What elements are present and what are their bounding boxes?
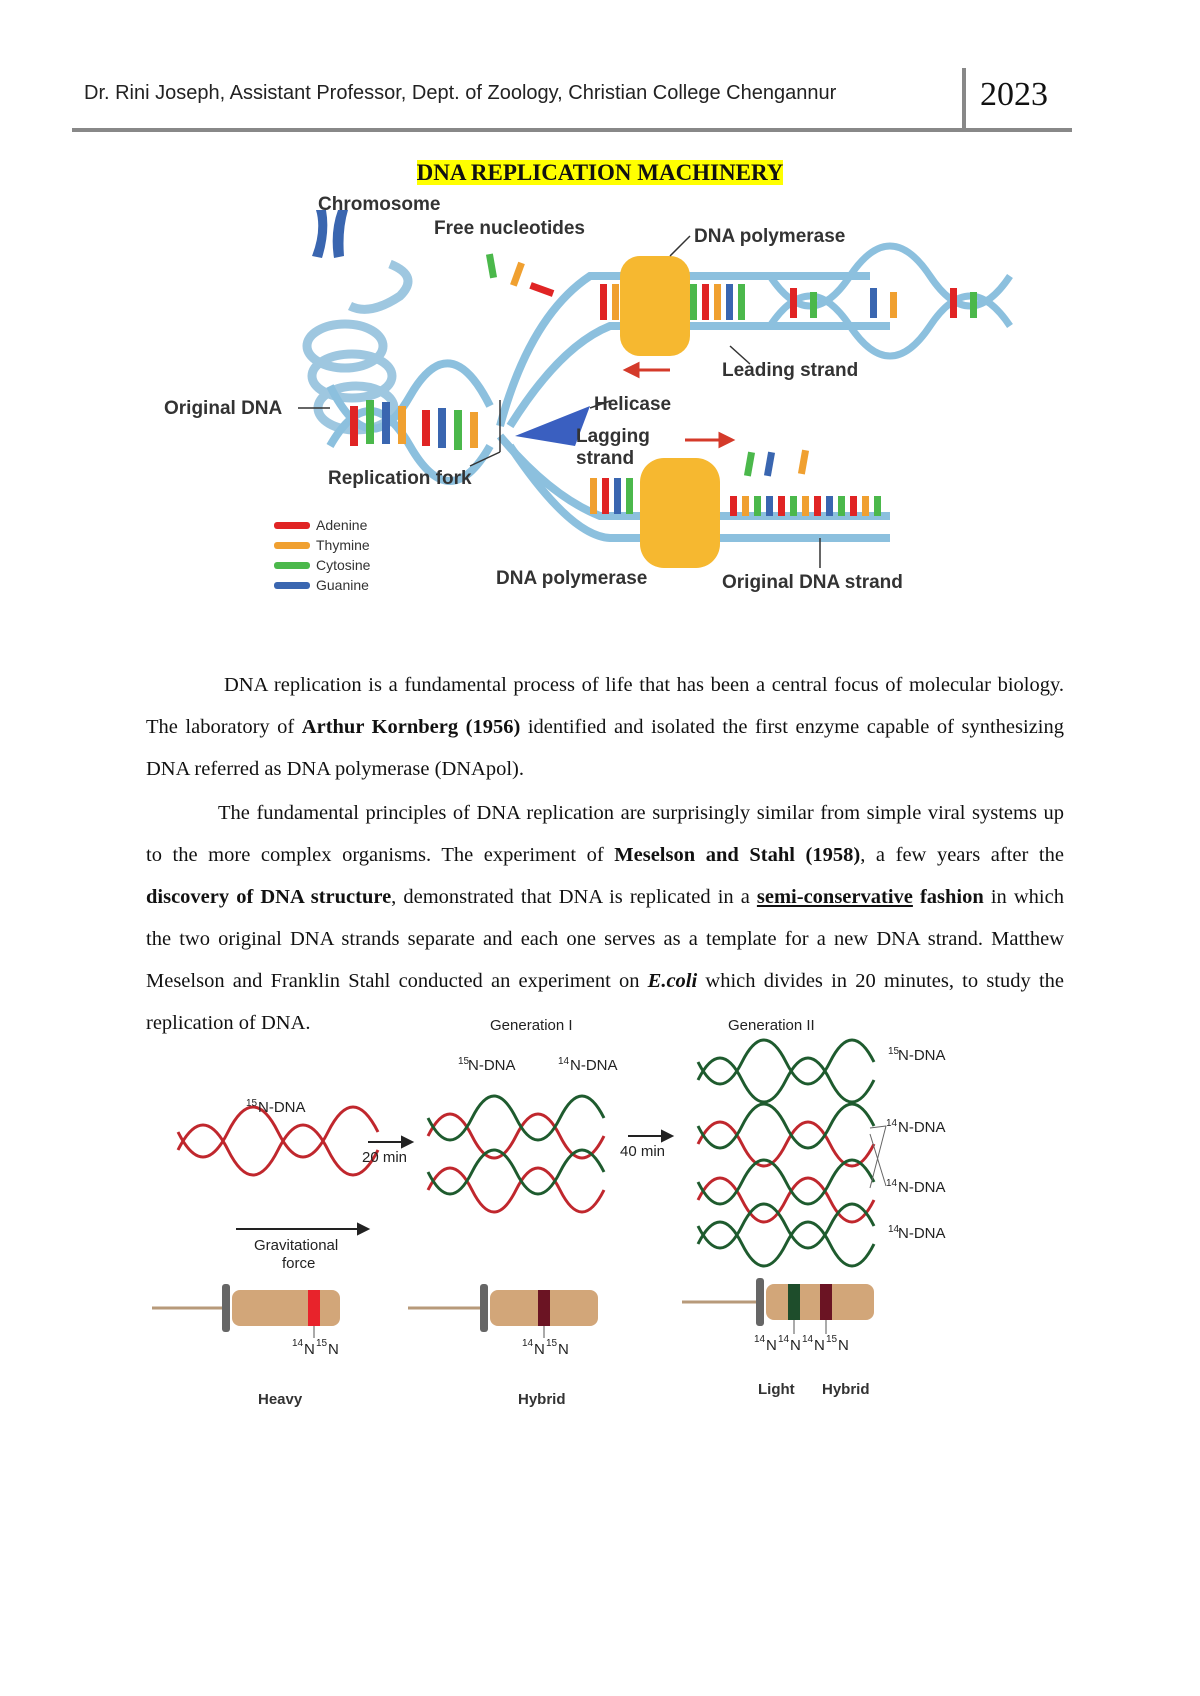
label-original-dna-strand: Original DNA strand bbox=[722, 572, 903, 593]
gen1-helix-a bbox=[428, 1096, 604, 1158]
base-legend bbox=[274, 517, 371, 593]
label-free-nucleotides: Free nucleotides bbox=[434, 218, 585, 239]
paragraph-intro: DNA replication is a fundamental process of life that has been a central focus of molecular biology. The laboratory of Arthur Kornberg (1956) identified and isolated the first enzyme capable of synthesizing DNA referred as DNA polymerase (DNApol). bbox=[146, 674, 1064, 780]
page-title: DNA REPLICATION MACHINERY bbox=[416, 160, 784, 185]
legend-thymine: Thymine bbox=[316, 537, 370, 553]
header-year: 2023 bbox=[980, 76, 1048, 113]
heavy-iso-sup-1: 14 bbox=[292, 1338, 304, 1349]
label-dna-polymerase-top: DNA polymerase bbox=[694, 226, 846, 247]
gen1-n15-sup: 15 bbox=[458, 1056, 470, 1067]
label-hybrid-1: Hybrid bbox=[518, 1391, 566, 1408]
lh-iso-sup-2: 14 bbox=[778, 1334, 790, 1345]
legend-adenine: Adenine bbox=[316, 517, 368, 533]
lh-iso-sup-4: 15 bbox=[826, 1334, 838, 1345]
label-replication-fork: Replication fork bbox=[328, 468, 472, 489]
gen1-n14-label: N-DNA bbox=[570, 1057, 618, 1074]
generation2-title: Generation II bbox=[728, 1017, 815, 1034]
gen2-helix-1 bbox=[698, 1040, 874, 1102]
label-heavy: Heavy bbox=[258, 1391, 303, 1408]
hybrid-iso-n-1: N bbox=[534, 1341, 545, 1358]
label-20min: 20 min bbox=[362, 1149, 408, 1166]
heavy-iso-n-2: N bbox=[328, 1341, 339, 1358]
gen2-leaders bbox=[870, 1126, 886, 1188]
label-dna-polymerase-bottom: DNA polymerase bbox=[496, 568, 648, 589]
legend-swatch-cytosine bbox=[274, 562, 310, 569]
gravity-label-1: Gravitational bbox=[254, 1237, 339, 1254]
dna-polymerase-bottom-shape bbox=[640, 458, 720, 568]
header-author: Dr. Rini Joseph, Assistant Professor, Dept. of Zoology, Christian College Chengannur bbox=[84, 82, 837, 104]
ecoli-term: E.coli bbox=[647, 970, 698, 992]
hybrid-iso-n-2: N bbox=[558, 1341, 569, 1358]
heavy-iso-sup-2: 15 bbox=[316, 1338, 328, 1349]
chromosome-icon bbox=[312, 210, 348, 258]
gravity-arrow bbox=[236, 1224, 368, 1234]
label-lagging-strand: strand bbox=[576, 448, 635, 469]
header-rule bbox=[72, 128, 1072, 132]
gravity-label-2: force bbox=[282, 1255, 316, 1272]
legend-cytosine: Cytosine bbox=[316, 557, 371, 573]
gen2-n14-label-a: N-DNA bbox=[898, 1119, 946, 1136]
original-dna-bases bbox=[350, 400, 478, 450]
dna-polymerase-top-shape bbox=[620, 256, 690, 356]
legend-guanine: Guanine bbox=[316, 577, 369, 593]
gen2-n15-label: N-DNA bbox=[898, 1047, 946, 1064]
legend-swatch-thymine bbox=[274, 542, 310, 549]
parent-n15-sup: 15 bbox=[246, 1098, 258, 1109]
lower-strand-bases bbox=[590, 478, 881, 516]
tube-light-hybrid bbox=[682, 1278, 874, 1326]
legend-swatch-adenine bbox=[274, 522, 310, 529]
label-chromosome: Chromosome bbox=[318, 194, 441, 215]
lh-iso-n-4: N bbox=[838, 1337, 849, 1354]
replication-diagram bbox=[164, 194, 1040, 656]
lh-iso-n-2: N bbox=[790, 1337, 801, 1354]
parent-dna-helix bbox=[178, 1107, 378, 1175]
gen2-n15-sup: 15 bbox=[888, 1046, 900, 1057]
gen2-helix-2 bbox=[698, 1104, 874, 1166]
arrow-40min bbox=[628, 1131, 672, 1141]
gen1-n15-label: N-DNA bbox=[468, 1057, 516, 1074]
gen2-n14-label-b: N-DNA bbox=[898, 1179, 946, 1196]
hybrid-iso-sup-2: 15 bbox=[546, 1338, 558, 1349]
arrow-20min bbox=[368, 1137, 412, 1147]
label-original-dna: Original DNA bbox=[164, 398, 283, 419]
generation1-title: Generation I bbox=[490, 1017, 573, 1034]
paragraph-meselson-stahl: The fundamental principles of DNA replication are surprisingly similar from simple viral systems up to the more complex organisms. The experiment of Meselson and Stahl (1958), a few years after the discovery of DNA structure, demonstrated that DNA is replicated in a semi-conservative fashion in which the two original DNA strands separate and each one serves as a template for a new DNA strand. Matthew Meselson and Franklin Stahl conducted an experiment on E.coli which divides in 20 minutes, to study the replication of DNA. bbox=[146, 802, 1064, 1034]
header-divider bbox=[962, 68, 966, 132]
label-lagging: Lagging bbox=[576, 426, 650, 447]
parent-label: N-DNA bbox=[258, 1099, 306, 1116]
legend-swatch-guanine bbox=[274, 582, 310, 589]
gen2-n14-sup-a: 14 bbox=[886, 1118, 898, 1129]
lh-iso-sup-1: 14 bbox=[754, 1334, 766, 1345]
lh-iso-n-3: N bbox=[814, 1337, 825, 1354]
label-hybrid-2: Hybrid bbox=[822, 1381, 870, 1398]
gen2-helix-4 bbox=[698, 1204, 874, 1266]
hybrid-iso-sup-1: 14 bbox=[522, 1338, 534, 1349]
lh-iso-sup-3: 14 bbox=[802, 1334, 814, 1345]
gen1-helix-b bbox=[428, 1150, 604, 1212]
chromatin-coil bbox=[307, 264, 408, 430]
semi-conservative-term: semi-conservative bbox=[756, 886, 913, 908]
label-40min: 40 min bbox=[620, 1143, 666, 1160]
page-header bbox=[72, 68, 1072, 132]
tube-heavy bbox=[152, 1284, 340, 1332]
tube-hybrid bbox=[408, 1284, 598, 1332]
gen1-n14-sup: 14 bbox=[558, 1056, 570, 1067]
label-leading-strand: Leading strand bbox=[722, 360, 859, 381]
gen2-helix-3 bbox=[698, 1160, 874, 1222]
label-helicase: Helicase bbox=[594, 394, 672, 415]
meselson-stahl-diagram bbox=[158, 1017, 1088, 1558]
gen2-n14-sup-b: 14 bbox=[886, 1178, 898, 1189]
label-light: Light bbox=[758, 1381, 795, 1398]
lh-iso-n-1: N bbox=[766, 1337, 777, 1354]
gen2-n14-label-c: N-DNA bbox=[898, 1225, 946, 1242]
gen2-n14-sup-c: 14 bbox=[888, 1224, 900, 1235]
heavy-iso-n-1: N bbox=[304, 1341, 315, 1358]
